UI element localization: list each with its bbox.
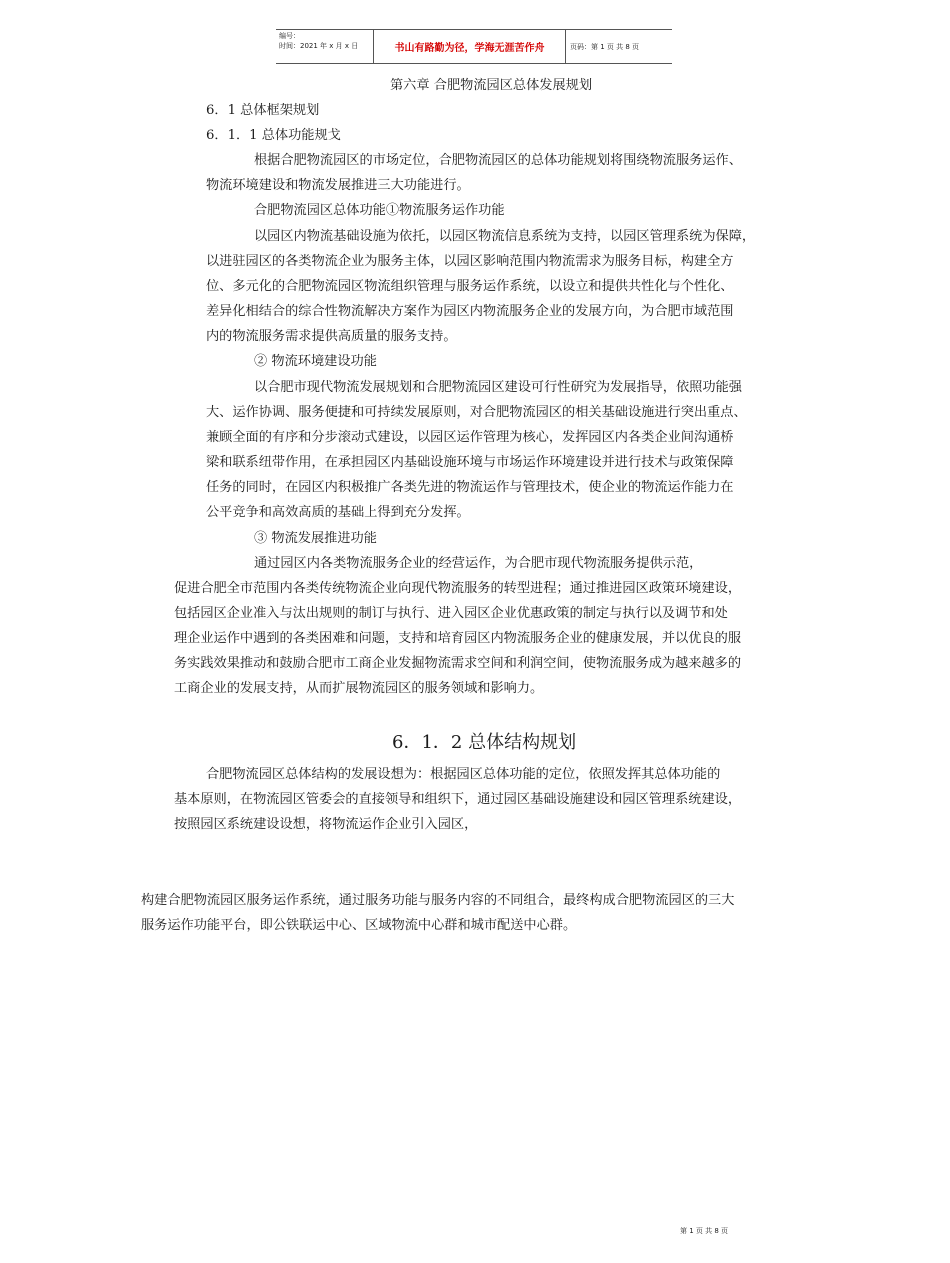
paragraph-line: 公平竞争和高效高质的基础上得到充分发挥。 [206, 505, 470, 520]
paragraph-line: 促进合肥全市范围内各类传统物流企业向现代物流服务的转型进程；通过推进园区政策环境建设， [174, 581, 742, 596]
paragraph-line: 包括园区企业准入与汰出规则的制订与执行、进入园区企业优惠政策的制定与执行以及调节和处 [174, 606, 728, 621]
date-label: 时间：2021 年 x 月 x 日 [279, 42, 359, 50]
paragraph-line: 务实践效果推动和鼓励合肥市工商企业发掘物流需求空间和利润空间，使物流服务成为越来越多的 [174, 656, 742, 671]
paragraph-line: 合肥物流园区总体结构的发展设想为：根据园区总体功能的定位，依照发挥其总体功能的 [206, 767, 721, 782]
header-page-info: 页码：第 1 页 共 8 页 [570, 42, 640, 51]
paragraph-line: 理企业运作中遇到的各类困难和问题，支持和培育园区内物流服务企业的健康发展，并以优良的服 [174, 631, 742, 646]
paragraph-line: 内的物流服务需求提供高质量的服务支持。 [206, 329, 457, 344]
header-meta-cell [276, 30, 374, 63]
paragraph-line: 任务的同时，在园区内积极推广各类先进的物流运作与管理技术，使企业的物流运作能力在 [206, 480, 734, 495]
section-6-1-1-heading: 6．1．1 总体功能规戈 [206, 128, 341, 143]
section-6-1-heading: 6．1 总体框架规划 [206, 103, 320, 118]
header-motto: 书山有路勤为径，学海无涯苦作舟 [374, 30, 566, 63]
paragraph-line: 根据合肥物流园区的市场定位，合肥物流园区的总体功能规划将围绕物流服务运作、 [254, 153, 742, 168]
paragraph-line: 按照园区系统建设设想，将物流运作企业引入园区， [174, 817, 478, 832]
section-6-1-2-heading: 6．1．2 总体结构规划 [392, 732, 577, 753]
paragraph-line: 基本原则，在物流园区管委会的直接领导和组织下，通过园区基础设施建设和园区管理系统建设， [174, 792, 742, 807]
paragraph-line: 构建合肥物流园区服务运作系统，通过服务功能与服务内容的不同组合，最终构成合肥物流园区的三大 [141, 893, 735, 908]
paragraph-line: 以园区内物流基础设施为依托，以园区物流信息系统为支持，以园区管理系统为保障， [254, 229, 756, 244]
function-2-heading: ② 物流环境建设功能 [254, 354, 377, 369]
paragraph-line: 大、运作协调、服务便捷和可持续发展原则，对合肥物流园区的相关基础设施进行突出重点、 [206, 405, 747, 420]
paragraph-line: 物流环境建设和物流发展推进三大功能进行。 [206, 178, 470, 193]
paragraph-line: 通过园区内各类物流服务企业的经营运作，为合肥市现代物流服务提供示范， [254, 556, 703, 571]
paragraph-line: 兼顾全面的有序和分步滚动式建设，以园区运作管理为核心，发挥园区内各类企业间沟通桥 [206, 430, 734, 445]
paragraph-line: 位、多元化的合肥物流园区物流组织管理与服务运作系统，以设立和提供共性化与个性化、 [206, 279, 734, 294]
paragraph-line: 以进驻园区的各类物流企业为服务主体，以园区影响范围内物流需求为服务目标，构建全方 [206, 254, 734, 269]
paragraph-line: 服务运作功能平台，即公铁联运中心、区域物流中心群和城市配送中心群。 [141, 918, 577, 933]
page-footer: 第 1 页 共 8 页 [680, 1227, 729, 1235]
function-3-heading: ③ 物流发展推进功能 [254, 531, 377, 546]
chapter-title: 第六章 合肥物流园区总体发展规划 [390, 78, 593, 93]
paragraph-line: 差异化相结合的综合性物流解决方案作为园区内物流服务企业的发展方向，为合肥市域范围 [206, 304, 734, 319]
paragraph-line: 梁和联系纽带作用，在承担园区内基础设施环境与市场运作环境建设并进行技术与政策保障 [206, 455, 734, 470]
function-1-heading: 合肥物流园区总体功能①物流服务运作功能 [254, 203, 505, 218]
doc-number-label: 编号： [279, 32, 300, 40]
page-header-table [276, 29, 672, 64]
paragraph-line: 工商企业的发展支持，从而扩展物流园区的服务领域和影响力。 [174, 681, 544, 696]
paragraph-line: 以合肥市现代物流发展规划和合肥物流园区建设可行性研究为发展指导，依照功能强 [254, 380, 742, 395]
